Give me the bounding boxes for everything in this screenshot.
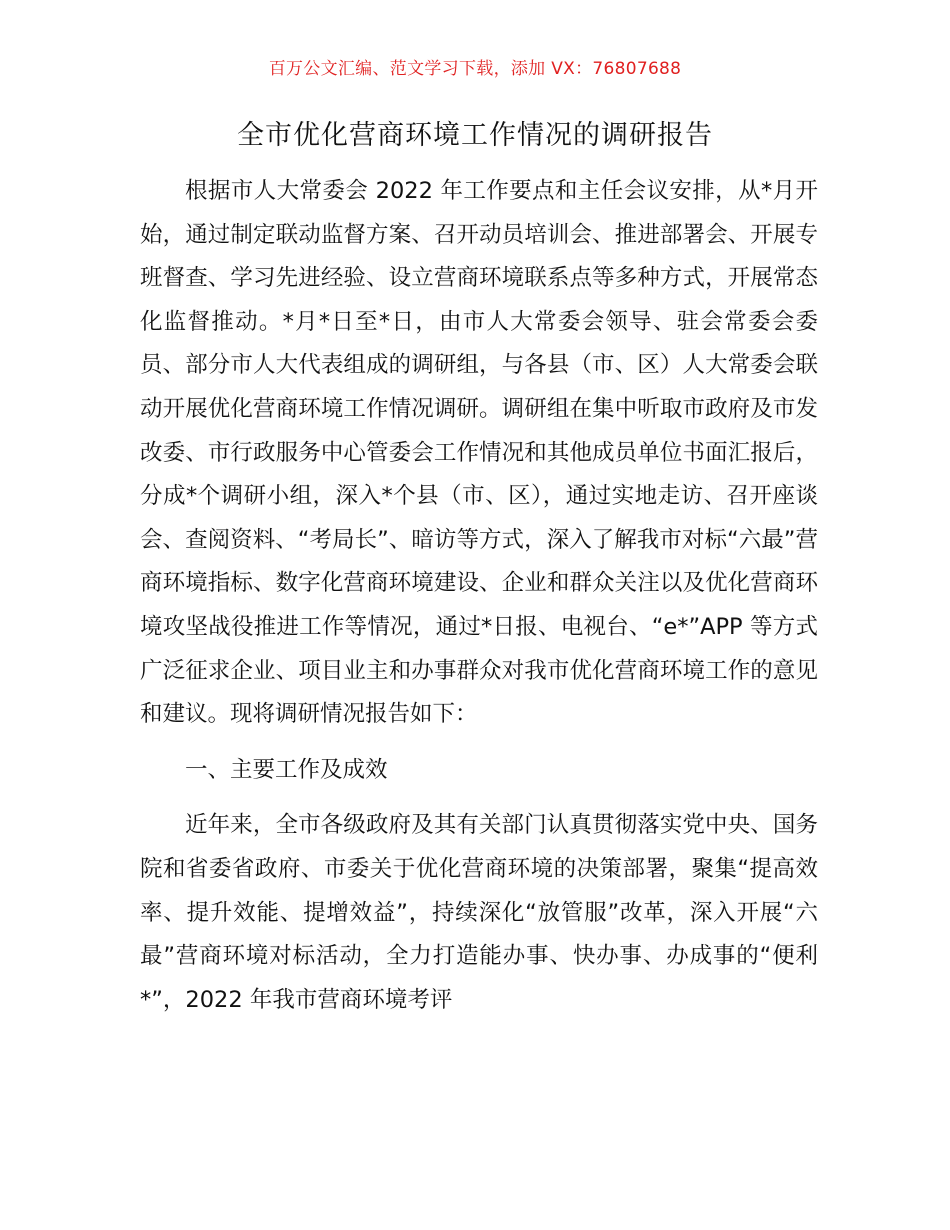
section-paragraph: 近年来，全市各级政府及其有关部门认真贯彻落实党中央、国务院和省委省政府、市委关于优化营商环境的决策部署，聚集“提高效率、提升效能、提增效益”，持续深化“放管服”改革，深入开展“六最”营商环境对标活动，全力打造能办事、快办事、办成事的“便利*”，2022 年我市营商环境考评	[140, 812, 818, 1013]
section-heading: 一、主要工作及成效	[185, 756, 388, 783]
document-body	[140, 170, 818, 1022]
intro-paragraph: 根据市人大常委会 2022 年工作要点和主任会议安排，从*月开始，通过制定联动监督方案、召开动员培训会、推进部署会、开展专班督查、学习先进经验、设立营商环境联系点等多种方式，开展常态化监督推动。*月*日至*日，由市人大常委会领导、驻会常委会委员、部分市人大代表组成的调研组，与各县（市、区）人大常委会联动开展优化营商环境工作情况调研。调研组在集中听取市政府及市发改委、市行政服务中心管委会工作情况和其他成员单位书面汇报后，分成*个调研小组，深入*个县（市、区），通过实地走访、召开座谈会、查阅资料、“考局长”、暗访等方式，深入了解我市对标“六最”营商环境指标、数字化营商环境建设、企业和群众关注以及优化营商环境攻坚战役推进工作等情况，通过*日报、电视台、“e*”APP 等方式广泛征求企业、项目业主和办事群众对我市优化营商环境工作的意见和建议。现将调研情况报告如下：	[140, 178, 818, 728]
page-title: 全市优化营商环境工作情况的调研报告	[237, 120, 713, 151]
header-banner: 百万公文汇编、范文学习下载，添加 VX：76807688	[268, 59, 682, 79]
